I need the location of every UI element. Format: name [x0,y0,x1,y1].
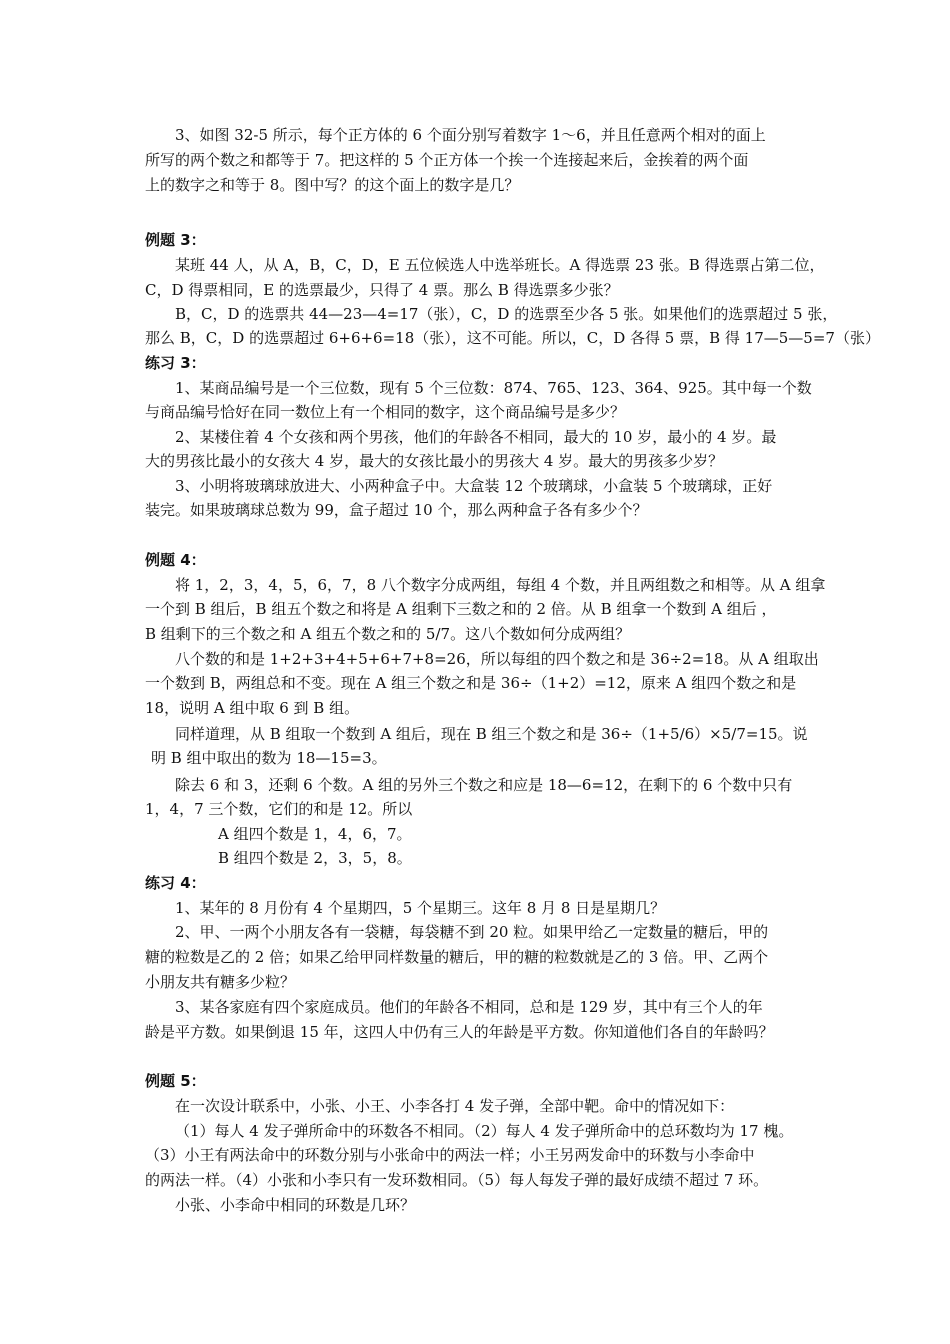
example5-conditions-cont [145,1143,815,1192]
text-line: 1、某商品编号是一个三位数，现有 5 个三位数：874、765、123、364、925。其中每一个数 [175,379,812,397]
text-line: 3、如图 32-5 所示，每个正方体的 6 个面分别写着数字 1～6，并且任意两个相对的面上 [175,126,766,144]
practice4-item-1: 1、某年的 8 月份有 4 个星期四，5 个星期三。这年 8 月 8 日是星期几？ [175,899,666,917]
example3-problem-cont [145,278,815,303]
text-line: 2、甲、一两个小朋友各有一袋糖，每袋糖不到 20 粒。如果甲给乙一定数量的糖后，甲的 [175,923,769,941]
practice3-item-3 [145,474,845,499]
example3-heading: 例题 3： [145,231,206,249]
text-line: 糖的粒数是乙的 2 倍；如果乙给甲同样数量的糖后，甲的糖的粒数就是乙的 3 倍。甲、乙两个 [145,948,769,966]
example4-solution-1-cont [145,671,815,720]
text-line: 那么 B，C，D 的选票超过 6+6+6=18（张），这不可能。所以，C，D 各得 5 票，B 得 17—5—5=7（张） [145,329,880,347]
example4-problem [145,573,845,598]
text-line: 18，说明 A 组中取 6 到 B 组。 [145,698,360,717]
practice4-item-3 [145,995,845,1020]
practice3-heading: 练习 3： [145,354,206,372]
text-line: 与商品编号恰好在同一数位上有一个相同的数字，这个商品编号是多少？ [145,403,626,421]
example3-solution [145,302,845,327]
practice4-item-3-cont [145,1020,815,1045]
text-line: 同样道理，从 B 组取一个数到 A 组后，现在 B 组三个数之和是 36÷（1+5/6）×5/7=15。说 [175,725,808,743]
text-line: 3、小明将玻璃球放进大、小两种盒子中。大盒装 12 个玻璃球，小盒装 5 个玻璃球，正好 [175,477,773,495]
example5-question: 小张、小李命中相同的环数是几环？ [175,1196,416,1214]
text-line: 1，4，7 三个数，它们的和是 12。所以 [145,800,413,818]
text-line: 3、某各家庭有四个家庭成员。他们的年龄各不相同，总和是 129 岁，其中有三个人的年 [175,998,763,1016]
practice3-item-3-cont [145,498,815,523]
text-line: 的两法一样。（4）小张和小李只有一发环数相同。（5）每人每发子弹的最好成绩不超过 7 环。 [145,1170,769,1189]
example3-problem [145,253,845,278]
intro-problem [145,123,845,148]
practice4-item-2 [145,920,845,945]
text-line: 一个到 B 组后，B 组五个数之和将是 A 组剩下三数之和的 2 倍。从 B 组拿一个数到 A 组后 ， [145,600,777,618]
practice3-item-1 [145,376,845,401]
example4-answer-a: A 组四个数是 1，4，6，7。 [218,825,412,843]
practice4-heading: 练习 4： [145,874,206,892]
example4-solution-2 [145,722,845,747]
text-line: 小朋友共有糖多少粒？ [145,972,296,991]
practice3-item-2 [145,425,845,450]
text-line: 八个数的和是 1+2+3+4+5+6+7+8=26，所以每组的四个数之和是 36÷2=18。从 A 组取出 [175,650,819,668]
example5-intro: 在一次设计联系中，小张、小王、小李各打 4 发子弹，全部中靶。命中的情况如下： [175,1097,735,1115]
example5-heading: 例题 5： [145,1072,206,1090]
text-line: 大的男孩比最小的女孩大 4 岁，最大的女孩比最小的男孩大 4 岁。最大的男孩多少岁？ [145,452,724,470]
text-line: 明 B 组中取出的数为 18—15=3。 [151,749,387,767]
practice4-item-2-cont [145,945,815,994]
text-line: 上的数字之和等于 8。图中写？的这个面上的数字是几？ [145,175,520,194]
example3-solution-cont [145,326,880,351]
text-line: B 组剩下的三个数之和 A 组五个数之和的 5/7。这八个数如何分成两组？ [145,624,631,643]
text-line: C，D 得票相同，E 的选票最少，只得了 4 票。那么 B 得选票多少张？ [145,281,619,299]
example4-solution-3-cont [145,797,815,822]
example4-solution-3 [145,773,845,798]
example5-conditions [145,1119,845,1144]
text-line: 2、某楼住着 4 个女孩和两个男孩，他们的年龄各不相同，最大的 10 岁，最小的 4 岁。最 [175,428,777,446]
text-line: 除去 6 和 3，还剩 6 个数。A 组的另外三个数之和应是 18—6=12，在剩下的 6 个数中只有 [175,776,793,794]
example4-problem-cont [145,597,815,646]
text-line: B，C，D 的选票共 44—23—4=17（张），C，D 的选票至少各 5 张。如果他们的选票超过 5 张， [175,305,838,323]
practice3-item-2-cont [145,449,815,474]
practice3-item-1-cont [145,400,815,425]
text-line: （3）小王有两法命中的环数分别与小张命中的两法一样；小王另两发命中的环数与小李命中 [145,1146,755,1164]
text-line: 将 1，2，3，4，5，6，7，8 八个数字分成两组，每组 4 个数，并且两组数之和相等。从 A 组拿 [175,576,826,594]
example4-solution-2-cont [151,746,821,771]
text-line: 装完。如果玻璃球总数为 99，盒子超过 10 个，那么两种盒子各有多少个？ [145,501,648,519]
text-line: 所写的两个数之和都等于 7。把这样的 5 个正方体一个挨一个连接起来后，金挨着的两个面 [145,151,749,169]
example4-solution-1 [145,647,845,672]
example4-heading: 例题 4： [145,551,206,569]
example4-answer-b: B 组四个数是 2，3，5，8。 [218,849,412,867]
text-line: 一个数到 B，两组总和不变。现在 A 组三个数之和是 36÷（1+2）=12，原来 A 组四个数之和是 [145,674,797,692]
intro-problem-cont [145,148,815,197]
text-line: （1）每人 4 发子弹所命中的环数各不相同。（2）每人 4 发子弹所命中的总环数均为 17 槐。 [175,1122,794,1140]
text-line: 龄是平方数。如果倒退 15 年，这四人中仍有三人的年龄是平方数。你知道他们各自的年龄吗？ [145,1023,774,1041]
text-line: 某班 44 人，从 A，B，C，D，E 五位候选人中选举班长。A 得选票 23 张。B 得选票占第二位， [175,256,825,274]
